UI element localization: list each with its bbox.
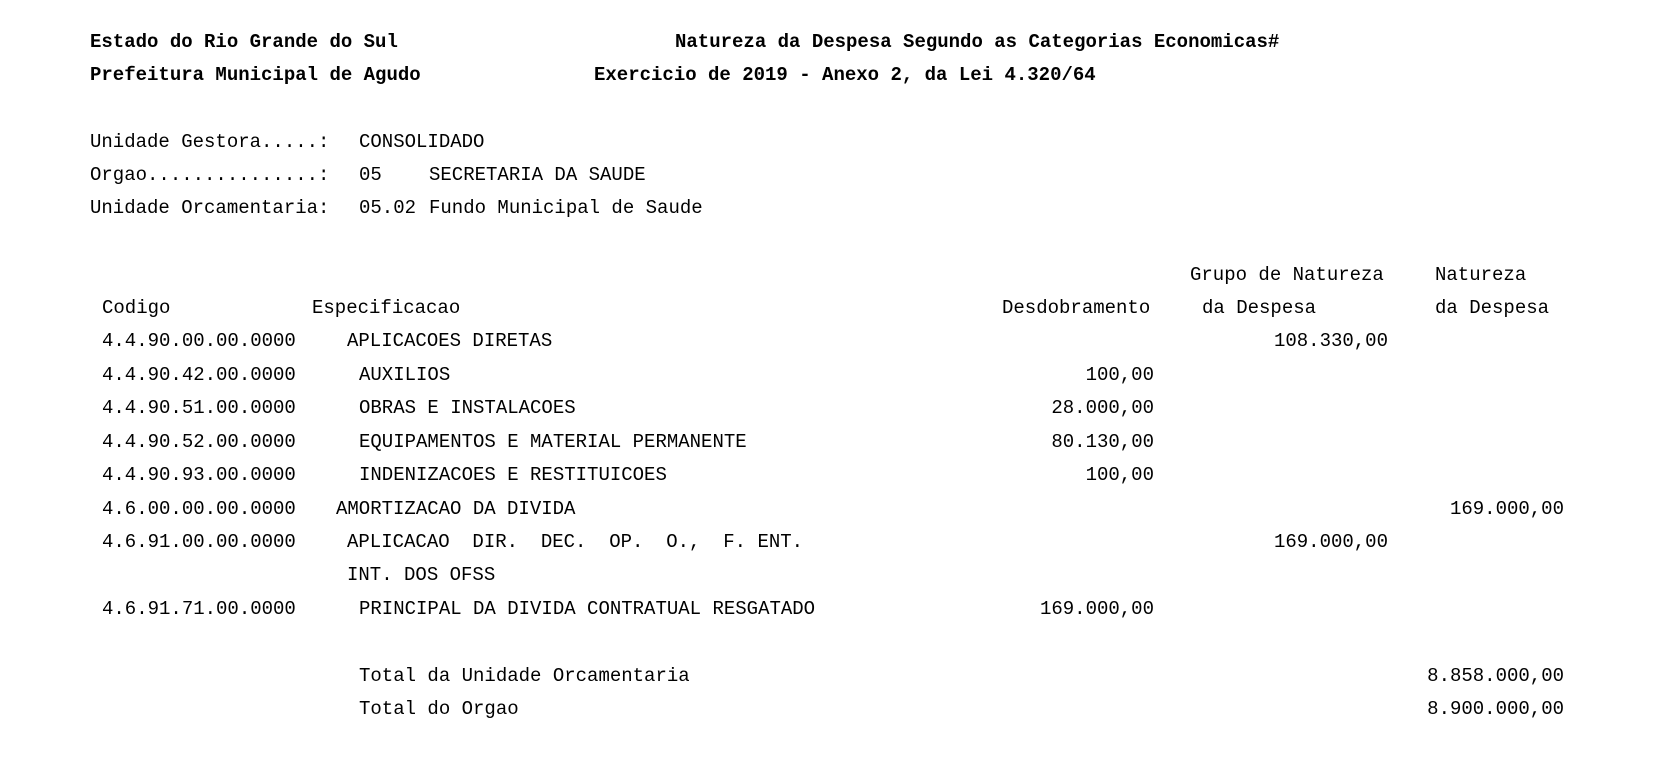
table-row-grupo: 108.330,00: [1273, 330, 1388, 352]
table-row-especificacao: AUXILIOS: [359, 364, 451, 386]
table-row-code: 4.4.90.52.00.0000: [102, 431, 296, 453]
state-name: Estado do Rio Grande do Sul: [90, 31, 398, 53]
orgao-name: SECRETARIA DA SAUDE: [429, 164, 646, 186]
table-row-especificacao-cont: INT. DOS OFSS: [347, 564, 496, 586]
table-row-code: 4.4.90.00.00.0000: [102, 330, 296, 352]
table-row-especificacao: PRINCIPAL DA DIVIDA CONTRATUAL RESGATADO: [359, 598, 816, 620]
header-natureza-line1: Natureza: [1435, 264, 1527, 286]
table-row-natureza: 169.000,00: [1449, 498, 1564, 520]
unidade-orcamentaria-code: 05.02: [359, 197, 417, 219]
unidade-orcamentaria-label: Unidade Orcamentaria:: [90, 197, 330, 219]
table-row-grupo: 169.000,00: [1273, 531, 1388, 553]
unidade-orcamentaria-name: Fundo Municipal de Saude: [429, 197, 703, 219]
table-row-especificacao: EQUIPAMENTOS E MATERIAL PERMANENTE: [359, 431, 747, 453]
municipality-name: Prefeitura Municipal de Agudo: [90, 64, 421, 86]
orgao-code: 05: [359, 164, 382, 186]
table-row-code: 4.6.91.00.00.0000: [102, 531, 296, 553]
table-row-especificacao: OBRAS E INSTALACOES: [359, 397, 576, 419]
header-especificacao: Especificacao: [312, 297, 461, 319]
total-unidade-value: 8.858.000,00: [1427, 665, 1564, 687]
header-desdobramento: Desdobramento: [1002, 297, 1151, 319]
table-row-desdobramento: 80.130,00: [1051, 431, 1154, 453]
table-row-especificacao: APLICACAO DIR. DEC. OP. O., F. ENT.: [347, 531, 804, 553]
report-title: Natureza da Despesa Segundo as Categorias Economicas#: [675, 31, 1280, 53]
header-natureza-line2: da Despesa: [1435, 297, 1550, 319]
table-row-code: 4.6.91.71.00.0000: [102, 598, 296, 620]
table-row-code: 4.4.90.42.00.0000: [102, 364, 296, 386]
total-orgao-label: Total do Orgao: [359, 698, 519, 720]
table-row-code: 4.4.90.51.00.0000: [102, 397, 296, 419]
unidade-gestora-value: CONSOLIDADO: [359, 131, 485, 153]
table-row-desdobramento: 169.000,00: [1039, 598, 1154, 620]
header-grupo-line1: Grupo de Natureza: [1190, 264, 1384, 286]
table-row-especificacao: INDENIZACOES E RESTITUICOES: [359, 464, 667, 486]
unidade-gestora-label: Unidade Gestora.....:: [90, 131, 330, 153]
total-unidade-label: Total da Unidade Orcamentaria: [359, 665, 690, 687]
table-row-especificacao: APLICACOES DIRETAS: [347, 330, 553, 352]
header-codigo: Codigo: [102, 297, 171, 319]
table-row-desdobramento: 28.000,00: [1051, 397, 1154, 419]
header-grupo-line2: da Despesa: [1202, 297, 1317, 319]
orgao-label: Orgao...............:: [90, 164, 330, 186]
table-row-code: 4.6.00.00.00.0000: [102, 498, 296, 520]
table-row-code: 4.4.90.93.00.0000: [102, 464, 296, 486]
table-row-especificacao: AMORTIZACAO DA DIVIDA: [336, 498, 576, 520]
report-subtitle: Exercicio de 2019 - Anexo 2, da Lei 4.320/64: [594, 64, 1096, 86]
table-row-desdobramento: 100,00: [1085, 364, 1154, 386]
total-orgao-value: 8.900.000,00: [1427, 698, 1564, 720]
table-row-desdobramento: 100,00: [1085, 464, 1154, 486]
